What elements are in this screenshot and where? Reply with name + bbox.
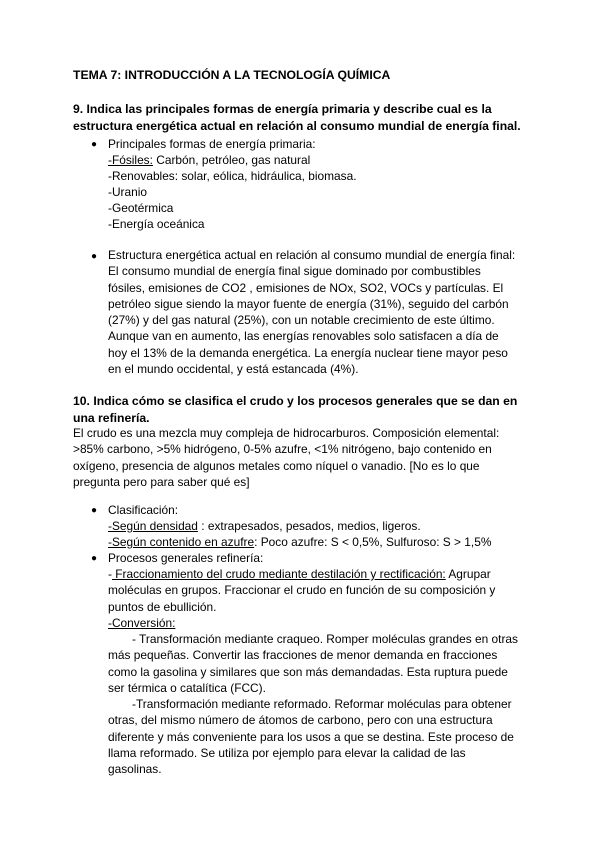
paragraph-line: pregunta pero para saber qué es] — [73, 474, 250, 489]
bullet-icon: ● — [91, 505, 98, 516]
crude-intro-paragraph — [73, 425, 499, 490]
question-10-heading-line: 10. Indica cómo se clasifica el crudo y los procesos generales que se dan en — [73, 394, 518, 408]
fosiles-text: Carbón, petróleo, gas natural — [152, 153, 311, 167]
bullet-icon: ● — [91, 251, 98, 262]
paragraph-line: como la gasolina y similares que son más demandadas. Esta ruptura puede — [108, 664, 508, 679]
reformado-paragraph — [108, 696, 514, 777]
paragraph-line: Estructura energética actual en relación al consumo mundial de energía final: — [108, 248, 516, 262]
conversion-label-text: -Conversión: — [108, 616, 176, 630]
primary-energy-label: Principales formas de energía primaria: — [108, 137, 316, 151]
paragraph-line: El crudo es una mezcla muy compleja de hidrocarburos. Composición elemental: — [73, 426, 500, 440]
procesos-label: Procesos generales refinería: — [108, 551, 264, 565]
azufre-text: : Poco azufre: S < 0,5%, Sulfuroso: S > 1,5% — [254, 535, 492, 549]
paragraph-line: - Transformación mediante craqueo. Romper moléculas grandes en otras — [132, 632, 518, 646]
bullet-icon: ● — [91, 553, 98, 564]
paragraph-line: gasolinas. — [108, 762, 162, 777]
paragraph-line: oxígeno, presencia de algunos metales como níquel o vanadio. [No es lo que — [73, 458, 480, 473]
densidad-text: : extrapesados, pesados, medios, ligeros. — [197, 519, 421, 533]
paragraph-line: diferente y más conveniente para los usos a que se destina. Este proceso de — [108, 729, 514, 744]
uranio-line: -Uranio — [108, 185, 147, 199]
fosiles-line — [108, 152, 310, 168]
paragraph-line: El consumo mundial de energía final sigue dominado por combustibles — [108, 264, 481, 279]
paragraph-line: ser térmica o catalítica (FCC). — [108, 680, 266, 695]
question-10-heading — [73, 393, 523, 427]
paragraph-line: moléculas en grupos. Fraccionar el crudo en función de su composición y — [108, 583, 496, 598]
craqueo-paragraph — [108, 631, 518, 696]
paragraph-line: en el mundo occidental, y está estancada (4%). — [108, 362, 359, 377]
fracc-text: Agrupar — [445, 567, 491, 581]
fraccionamiento-paragraph — [108, 566, 495, 615]
fracc-prefix: - — [108, 567, 112, 581]
question-9-heading-line: 9. Indica las principales formas de energía primaria y describe cual es la — [73, 102, 492, 116]
energy-structure-paragraph — [108, 247, 515, 377]
paragraph-line: petróleo sigue siendo la mayor fuente de energía (31%), seguido del carbón — [108, 296, 509, 311]
azufre-label: -Según contenido en azufre — [108, 535, 255, 549]
densidad-label: -Según densidad — [108, 519, 198, 533]
densidad-line — [108, 518, 421, 534]
question-9-heading-line: estructura energética actual en relación al consumo mundial de energía final. — [73, 119, 521, 133]
document-title: TEMA 7: INTRODUCCIÓN A LA TECNOLOGÍA QUÍMICA — [73, 68, 391, 82]
fraccionamiento-label: Fraccionamiento del crudo mediante destilación y rectificación: — [111, 567, 446, 581]
paragraph-line: >85% carbono, >5% hidrógeno, 0-5% azufre, <1% nitrógeno, bajo contenido en — [73, 442, 492, 457]
paragraph-line: -Transformación mediante reformado. Reformar moléculas para obtener — [132, 697, 512, 711]
paragraph-line: llama reformado. Se utiliza por ejemplo para elevar la calidad de las — [108, 745, 466, 760]
bullet-icon: ● — [91, 139, 98, 150]
fosiles-label: -Fósiles: — [108, 153, 153, 167]
fraccionamiento-line — [108, 566, 495, 582]
clasificacion-label: Clasificación: — [108, 503, 179, 517]
paragraph-line: otras, del mismo número de átomos de carbono, pero con una estructura — [108, 713, 493, 728]
geotermica-line: -Geotérmica — [108, 201, 174, 215]
paragraph-line: más pequeñas. Convertir las fracciones de menor demanda en fracciones — [108, 648, 498, 663]
paragraph-line: (27%) y del gas natural (25%), con un notable crecimiento de este último. — [108, 313, 495, 328]
azufre-line — [108, 534, 491, 550]
conversion-label — [108, 615, 175, 631]
question-10-heading-line: una refinería. — [73, 411, 150, 425]
paragraph-line: puntos de ebullición. — [108, 599, 217, 614]
paragraph-line: fósiles, emisiones de CO2 , emisiones de NOx, SO2, VOCs y partículas. El — [108, 280, 504, 295]
paragraph-line: Aunque van en aumento, las energías renovables solo satisfacen a día de — [108, 329, 499, 344]
oceanica-line: -Energía oceánica — [108, 217, 205, 231]
question-9-heading — [73, 101, 523, 135]
renovables-line: -Renovables: solar, eólica, hidráulica, biomasa. — [108, 169, 357, 183]
paragraph-line: hoy el 13% de la demanda energética. La energía nuclear tiene mayor peso — [108, 345, 508, 360]
